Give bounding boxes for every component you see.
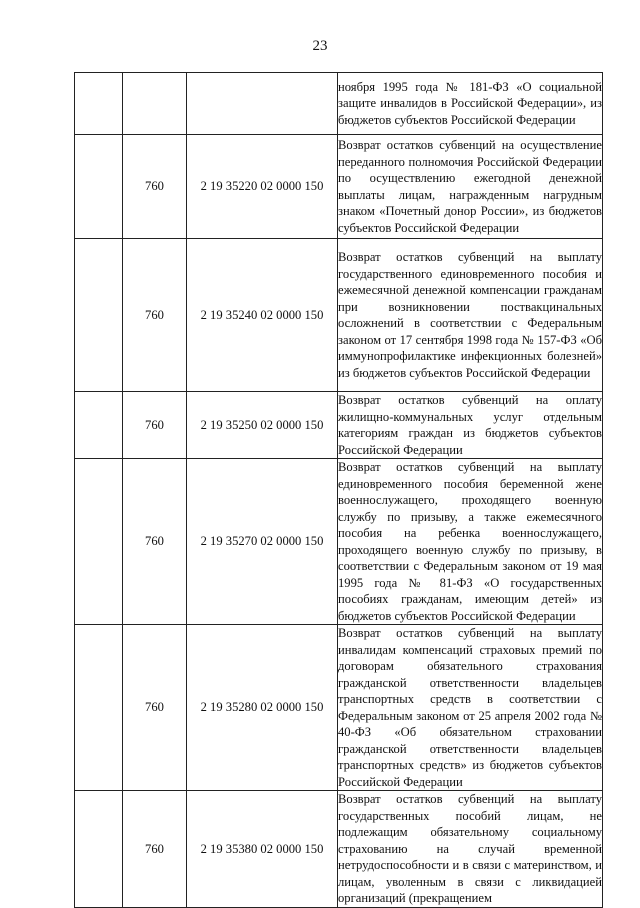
description-text: Возврат остатков субвенций на выплату государственного единовременного пособия и ежемесячной денежной компенсации гражданам при возникновении поствакцинальных осложнений в соответствии с Федеральным законом от 17 сентября 1998 года № 157-ФЗ «Об иммунопрофилактике инфекционных болезней» из бюджетов субъектов Российской Федерации	[338, 250, 602, 380]
description-cell	[338, 73, 603, 135]
description-text: ноября 1995 года № 181-ФЗ «О социальной защите инвалидов в Российской Федерации», из бюджетов субъектов Российской Федерации	[338, 79, 602, 127]
empty-cell	[75, 791, 123, 908]
admin-code-cell: 760	[123, 239, 187, 392]
description-cell	[338, 392, 603, 459]
admin-code-cell	[123, 73, 187, 135]
admin-code-cell: 760	[123, 791, 187, 908]
table-row	[75, 625, 603, 791]
admin-code-cell: 760	[123, 625, 187, 791]
table-row	[75, 135, 603, 239]
empty-cell	[75, 135, 123, 239]
budget-code-cell: 2 19 35380 02 0000 150	[187, 791, 338, 908]
table-row	[75, 239, 603, 392]
admin-code-cell: 760	[123, 392, 187, 459]
budget-code-cell: 2 19 35270 02 0000 150	[187, 459, 338, 625]
budget-code-cell: 2 19 35220 02 0000 150	[187, 135, 338, 239]
description-text: Возврат остатков субвенций на выплату единовременного пособия беременной жене военнослужащего, проходящего военную службу по призыву, а также ежемесячного пособия на ребенка военнослужащего, проходящего военную службу по призыву, в соответствии с Федеральным законом от 19 мая 1995 года № 81-ФЗ «О государственных пособиях гражданам, имеющим детей» из бюджетов субъектов Российской Федерации	[338, 460, 602, 623]
admin-code-cell: 760	[123, 135, 187, 239]
budget-code-cell: 2 19 35240 02 0000 150	[187, 239, 338, 392]
description-cell	[338, 459, 603, 625]
description-cell	[338, 791, 603, 908]
empty-cell	[75, 459, 123, 625]
page-number: 23	[312, 38, 328, 54]
empty-cell	[75, 392, 123, 459]
budget-code-cell	[187, 73, 338, 135]
description-cell	[338, 239, 603, 392]
empty-cell	[75, 239, 123, 392]
description-text: Возврат остатков субвенций на осуществление переданного полномочия Российской Федерации по осуществлению ежегодной денежной выплаты лицам, награжденным нагрудным знаком «Почетный донор России», из бюджетов субъектов Российской Федерации	[338, 138, 602, 235]
description-text: Возврат остатков субвенций на выплату государственных пособий лицам, не подлежащим обязательному социальному страхованию на случай временной нетрудоспособности и в связи с материнством, и лицам, уволенным в связи с ликвидацией организаций (прекращением	[338, 792, 602, 905]
budget-code-cell: 2 19 35250 02 0000 150	[187, 392, 338, 459]
admin-code-cell: 760	[123, 459, 187, 625]
description-cell	[338, 625, 603, 791]
budget-code-cell: 2 19 35280 02 0000 150	[187, 625, 338, 791]
description-text: Возврат остатков субвенций на выплату инвалидам компенсаций страховых премий по договорам обязательного страхования гражданской ответственности владельцев транспортных средств в соответствии с Федеральным законом от 25 апреля 2002 года № 40-ФЗ «Об обязательном страховании гражданской ответственности владельцев транспортных средств» из бюджетов субъектов Российской Федерации	[338, 626, 602, 789]
table-row	[75, 73, 603, 135]
description-text: Возврат остатков субвенций на оплату жилищно-коммунальных услуг отдельным категориям граждан из бюджетов субъектов Российской Федерации	[338, 393, 602, 457]
table-row	[75, 791, 603, 908]
empty-cell	[75, 625, 123, 791]
description-cell	[338, 135, 603, 239]
empty-cell	[75, 73, 123, 135]
table-row	[75, 392, 603, 459]
table-row	[75, 459, 603, 625]
budget-classification-table	[74, 72, 603, 908]
